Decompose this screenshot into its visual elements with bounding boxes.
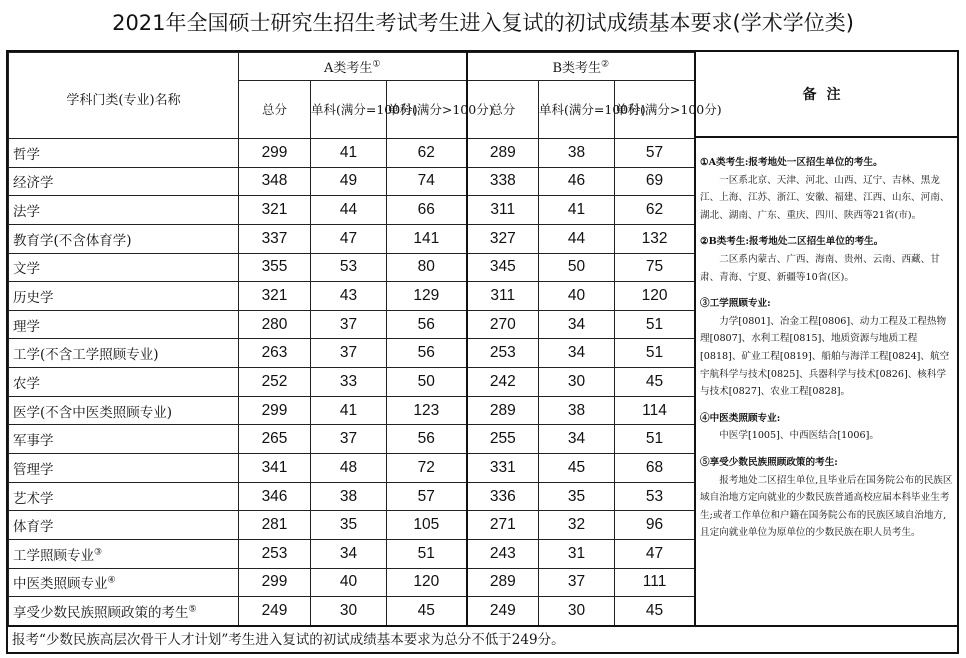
score-cell-b-total: 327 — [467, 224, 539, 253]
score-cell-a-single-100: 44 — [311, 196, 387, 225]
score-cell-b-single-100: 41 — [539, 196, 615, 225]
table-body — [9, 139, 695, 626]
table-row — [9, 568, 695, 597]
header-group-b: B类考生② — [467, 53, 695, 81]
score-cell-a-total: 346 — [239, 482, 311, 511]
score-cell-a-single-100: 47 — [311, 224, 387, 253]
footer-note: 报考“少数民族高层次骨干人才计划”考生进入复试的初试成绩基本要求为总分不低于249分。 — [8, 625, 957, 652]
score-cell-a-single-100: 43 — [311, 282, 387, 311]
note-heading: ④中医类照顾专业: — [700, 412, 781, 424]
score-cell-a-single-gt100: 105 — [387, 511, 467, 540]
score-cell-a-total: 299 — [239, 139, 311, 168]
note-heading: ③工学照顾专业: — [700, 298, 771, 310]
score-cell-b-total: 253 — [467, 339, 539, 368]
score-cell-a-single-100: 37 — [311, 425, 387, 454]
score-cell-a-total: 280 — [239, 310, 311, 339]
score-cell-b-single-100: 31 — [539, 539, 615, 568]
score-cell-a-single-100: 41 — [311, 139, 387, 168]
table-row — [9, 597, 695, 626]
note-text: 一区系北京、天津、河北、山西、辽宁、吉林、黑龙江、上海、江苏、浙江、安徽、福建、江西、山东、河南、湖北、湖南、广东、重庆、四川、陕西等21省(市)。 — [700, 174, 950, 221]
score-cell-a-single-gt100: 74 — [387, 167, 467, 196]
header-b-single-gt100: 单科(满分>100分) — [615, 81, 695, 139]
header-a-single-100: 单科(满分=100分) — [311, 81, 387, 139]
note-heading: ②B类考生:报考地处二区招生单位的考生。 — [700, 236, 884, 248]
score-cell-a-total: 249 — [239, 597, 311, 626]
table-row — [9, 310, 695, 339]
subject-name-cell: 管理学 — [9, 454, 239, 483]
score-cell-a-single-100: 37 — [311, 310, 387, 339]
table-row — [9, 425, 695, 454]
score-cell-b-single-gt100: 45 — [615, 368, 695, 397]
score-cell-a-single-gt100: 50 — [387, 368, 467, 397]
score-cell-a-single-gt100: 66 — [387, 196, 467, 225]
note-item — [700, 295, 953, 401]
score-cell-a-single-gt100: 45 — [387, 597, 467, 626]
subject-name-cell: 文学 — [9, 253, 239, 282]
note-item — [700, 154, 953, 224]
table-row — [9, 196, 695, 225]
header-subject-name: 学科门类(专业)名称 — [9, 53, 239, 139]
score-cell-b-single-gt100: 47 — [615, 539, 695, 568]
score-cell-b-single-gt100: 69 — [615, 167, 695, 196]
score-cell-a-single-gt100: 62 — [387, 139, 467, 168]
score-cell-b-single-gt100: 57 — [615, 139, 695, 168]
score-cell-a-single-100: 53 — [311, 253, 387, 282]
table-row — [9, 368, 695, 397]
score-cell-a-single-100: 48 — [311, 454, 387, 483]
score-cell-a-single-gt100: 57 — [387, 482, 467, 511]
score-cell-a-total: 341 — [239, 454, 311, 483]
score-cell-b-single-100: 35 — [539, 482, 615, 511]
score-cell-a-single-gt100: 56 — [387, 339, 467, 368]
score-cell-b-total: 345 — [467, 253, 539, 282]
note-item — [700, 233, 953, 286]
subject-name-cell: 体育学 — [9, 511, 239, 540]
score-cell-b-total: 331 — [467, 454, 539, 483]
score-cell-b-single-100: 38 — [539, 139, 615, 168]
score-cell-b-total: 255 — [467, 425, 539, 454]
score-cell-b-single-100: 38 — [539, 396, 615, 425]
note-text: 中医学[1005]、中西医结合[1006]。 — [719, 430, 879, 442]
table-row — [9, 454, 695, 483]
subject-name-cell: 法学 — [9, 196, 239, 225]
subject-name-cell: 享受少数民族照顾政策的考生⑤ — [9, 597, 239, 626]
score-cell-a-total: 355 — [239, 253, 311, 282]
score-cell-a-single-gt100: 56 — [387, 310, 467, 339]
score-cell-a-single-gt100: 80 — [387, 253, 467, 282]
score-cell-a-single-100: 49 — [311, 167, 387, 196]
score-cell-b-single-100: 46 — [539, 167, 615, 196]
note-item — [700, 454, 953, 542]
table-row — [9, 139, 695, 168]
score-cell-a-single-100: 30 — [311, 597, 387, 626]
score-cell-b-single-100: 34 — [539, 425, 615, 454]
score-cell-b-single-100: 34 — [539, 310, 615, 339]
notes-column — [694, 52, 957, 625]
note-heading: ①A类考生:报考地处一区招生单位的考生。 — [700, 157, 883, 168]
subject-name-cell: 历史学 — [9, 282, 239, 311]
table-row — [9, 282, 695, 311]
score-cell-a-total: 253 — [239, 539, 311, 568]
score-cell-b-single-100: 30 — [539, 597, 615, 626]
table-row — [9, 224, 695, 253]
score-cell-a-total: 263 — [239, 339, 311, 368]
table-row — [9, 167, 695, 196]
header-group-a: A类考生① — [239, 53, 467, 81]
score-cell-b-single-100: 40 — [539, 282, 615, 311]
score-cell-a-single-100: 35 — [311, 511, 387, 540]
score-cell-a-total: 299 — [239, 568, 311, 597]
subject-name-cell: 教育学(不含体育学) — [9, 224, 239, 253]
score-cell-a-total: 321 — [239, 282, 311, 311]
note-heading: ⑤享受少数民族照顾政策的考生: — [700, 456, 838, 468]
table-row — [9, 339, 695, 368]
score-cell-a-total: 252 — [239, 368, 311, 397]
score-cell-b-single-gt100: 62 — [615, 196, 695, 225]
score-cell-b-total: 243 — [467, 539, 539, 568]
score-cell-a-total: 348 — [239, 167, 311, 196]
score-cell-b-single-100: 45 — [539, 454, 615, 483]
score-cell-b-single-gt100: 132 — [615, 224, 695, 253]
score-cell-a-single-gt100: 56 — [387, 425, 467, 454]
notes-body — [696, 138, 957, 542]
score-cell-b-single-100: 44 — [539, 224, 615, 253]
table-row — [9, 396, 695, 425]
header-a-single-gt100: 单科(满分>100分) — [387, 81, 467, 139]
score-cell-b-single-100: 32 — [539, 511, 615, 540]
subject-name-cell: 工学(不含工学照顾专业) — [9, 339, 239, 368]
score-cell-b-single-gt100: 120 — [615, 282, 695, 311]
score-cell-a-single-100: 37 — [311, 339, 387, 368]
score-cell-a-single-100: 34 — [311, 539, 387, 568]
subject-name-cell: 农学 — [9, 368, 239, 397]
note-text: 报考地处二区招生单位,且毕业后在国务院公布的民族区域自治地方定向就业的少数民族普通高校应届本科毕业生考生;或者工作单位和户籍在国务院公布的民族区域自治地方,且定向就业单位为原单位的少数民族在职人员考生。 — [700, 474, 953, 539]
score-cell-a-single-gt100: 51 — [387, 539, 467, 568]
score-cell-b-single-gt100: 96 — [615, 511, 695, 540]
subject-name-cell: 工学照顾专业③ — [9, 539, 239, 568]
score-cell-b-total: 336 — [467, 482, 539, 511]
note-text: 二区系内蒙古、广西、海南、贵州、云南、西藏、甘肃、青海、宁夏、新疆等10省(区)。 — [700, 253, 940, 283]
table-row — [9, 539, 695, 568]
score-cell-b-single-gt100: 53 — [615, 482, 695, 511]
score-cell-b-single-gt100: 51 — [615, 339, 695, 368]
score-cell-a-single-gt100: 120 — [387, 568, 467, 597]
header-b-total: 总分 — [467, 81, 539, 139]
score-cell-b-total: 289 — [467, 139, 539, 168]
subject-name-cell: 艺术学 — [9, 482, 239, 511]
note-item — [700, 410, 953, 445]
score-cell-a-total: 299 — [239, 396, 311, 425]
score-cell-b-single-100: 50 — [539, 253, 615, 282]
score-cell-b-total: 338 — [467, 167, 539, 196]
score-cell-b-single-gt100: 114 — [615, 396, 695, 425]
score-cell-a-total: 281 — [239, 511, 311, 540]
table-row — [9, 253, 695, 282]
notes-header: 备注 — [696, 52, 957, 138]
score-cell-b-single-gt100: 68 — [615, 454, 695, 483]
score-cell-b-single-gt100: 111 — [615, 568, 695, 597]
score-cell-b-total: 289 — [467, 396, 539, 425]
score-cell-b-single-100: 34 — [539, 339, 615, 368]
note-text: 力学[0801]、冶金工程[0806]、动力工程及工程热物理[0807]、水利工程[0815]、地质资源与地质工程[0818]、矿业工程[0819]、船舶与海洋工程[0824]、航空宇航科学与技术[0825]、兵器科学与技术[0826]、核科学与技术[0827]、农业工程[0828]。 — [700, 315, 950, 398]
subject-name-cell: 理学 — [9, 310, 239, 339]
score-cell-b-total: 249 — [467, 597, 539, 626]
score-cell-a-single-100: 41 — [311, 396, 387, 425]
score-cell-b-single-100: 37 — [539, 568, 615, 597]
table-row — [9, 482, 695, 511]
header-a-total: 总分 — [239, 81, 311, 139]
score-cell-a-single-gt100: 72 — [387, 454, 467, 483]
score-cell-b-single-gt100: 51 — [615, 310, 695, 339]
score-cell-b-total: 270 — [467, 310, 539, 339]
score-cell-b-single-100: 30 — [539, 368, 615, 397]
score-cell-b-single-gt100: 75 — [615, 253, 695, 282]
score-cell-a-total: 265 — [239, 425, 311, 454]
score-cell-b-total: 242 — [467, 368, 539, 397]
score-cell-b-total: 289 — [467, 568, 539, 597]
score-table-frame — [6, 50, 959, 654]
score-cell-a-total: 337 — [239, 224, 311, 253]
subject-name-cell: 经济学 — [9, 167, 239, 196]
subject-name-cell: 中医类照顾专业④ — [9, 568, 239, 597]
score-cell-b-total: 311 — [467, 282, 539, 311]
subject-name-cell: 医学(不含中医类照顾专业) — [9, 396, 239, 425]
score-cell-a-single-100: 38 — [311, 482, 387, 511]
score-cell-a-total: 321 — [239, 196, 311, 225]
score-cell-b-total: 311 — [467, 196, 539, 225]
score-cell-b-total: 271 — [467, 511, 539, 540]
score-cell-b-single-gt100: 51 — [615, 425, 695, 454]
subject-name-cell: 哲学 — [9, 139, 239, 168]
score-cell-a-single-gt100: 129 — [387, 282, 467, 311]
page-title: 2021年全国硕士研究生招生考试考生进入复试的初试成绩基本要求(学术学位类) — [112, 11, 854, 35]
header-b-single-100: 单科(满分=100分) — [539, 81, 615, 139]
subject-name-cell: 军事学 — [9, 425, 239, 454]
table-row — [9, 511, 695, 540]
score-cell-a-single-gt100: 141 — [387, 224, 467, 253]
score-table — [8, 52, 722, 626]
score-cell-b-single-gt100: 45 — [615, 597, 695, 626]
score-cell-a-single-gt100: 123 — [387, 396, 467, 425]
score-cell-a-single-100: 33 — [311, 368, 387, 397]
score-cell-a-single-100: 40 — [311, 568, 387, 597]
